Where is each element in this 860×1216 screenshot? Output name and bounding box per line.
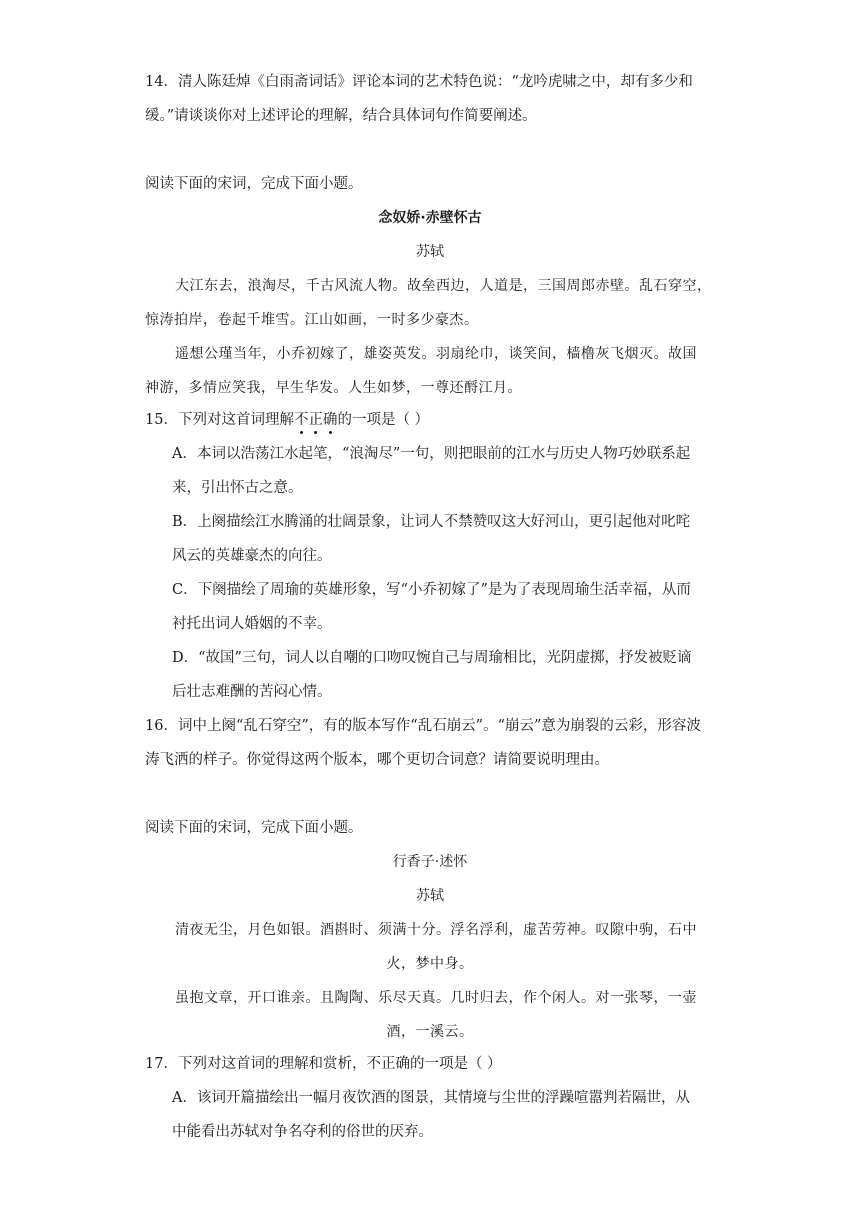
section2-stanza2-line1: 虽抱文章，开口谁亲。且陶陶、乐尽天真。几时归去，作个闲人。对一张琴，一壶 bbox=[175, 990, 697, 1006]
q15-stem bbox=[145, 410, 429, 430]
section1-stanza1-line1: 大江东去，浪淘尽，千古风流人物。故垒西边，人道是，三国周郎赤壁。乱石穿空， bbox=[175, 278, 712, 294]
q17-option-a-line2: 中能看出苏轼对争名夺利的俗世的厌弃。 bbox=[172, 1124, 433, 1140]
section2-author: 苏轼 bbox=[416, 888, 444, 904]
section1-intro: 阅读下面的宋词，完成下面小题。 bbox=[145, 176, 363, 192]
q17-stem: 17．下列对这首词的理解和赏析，不正确的一项是（ ） bbox=[145, 1056, 502, 1072]
section1-stanza2-line1: 遥想公瑾当年，小乔初嫁了，雄姿英发。羽扇纶巾，谈笑间，樯橹灰飞烟灭。故国 bbox=[175, 346, 697, 362]
q15-option-a-line1: A．本词以浩荡江水起笔，“浪淘尽”一句，则把眼前的江水与历史人物巧妙联系起 bbox=[172, 446, 691, 462]
section2-intro: 阅读下面的宋词，完成下面小题。 bbox=[145, 820, 363, 836]
q15-option-a-line2: 来，引出怀古之意。 bbox=[172, 480, 303, 496]
q16-line-2: 涛飞洒的样子。你觉得这两个版本，哪个更切合词意？请简要说明理由。 bbox=[145, 752, 609, 768]
q15-stem-prefix: 15．下列对这首词理解 bbox=[145, 412, 294, 428]
q15-option-b-line2: 风云的英雄豪杰的向往。 bbox=[172, 548, 332, 564]
section1-stanza2-line2: 神游，多情应笑我，早生华发。人生如梦，一尊还酹江月。 bbox=[145, 380, 522, 396]
section2-stanza1-line2: 火，梦中身。 bbox=[386, 956, 474, 972]
emphasis-dot-icon bbox=[314, 431, 317, 434]
section2-stanza2-line2: 酒，一溪云。 bbox=[386, 1024, 474, 1040]
q15-emphasis-char: 不 bbox=[294, 412, 309, 428]
q16-line-1: 16．词中上阕“乱石穿空”，有的版本写作“乱石崩云”。“崩云”意为崩裂的云彩，形容波 bbox=[145, 718, 701, 734]
q15-emphasis-char: 确 bbox=[323, 412, 338, 428]
q15-stem-suffix: 的一项是（ ） bbox=[337, 412, 430, 428]
section1-stanza1-line2: 惊涛拍岸，卷起千堆雪。江山如画，一时多少豪杰。 bbox=[145, 312, 479, 328]
q15-option-d-line1: D．“故国”三句，词人以自嘲的口吻叹惋自己与周瑜相比，光阴虚掷，抒发被贬谪 bbox=[172, 650, 692, 666]
q15-option-c-line2: 衬托出词人婚姻的不幸。 bbox=[172, 616, 332, 632]
section1-author: 苏轼 bbox=[416, 244, 444, 260]
q14-line-2: 缓。”请谈谈你对上述评论的理解，结合具体词句作简要阐述。 bbox=[145, 108, 537, 124]
q15-option-d-line2: 后壮志难酬的苦闷心情。 bbox=[172, 684, 332, 700]
q15-option-b-line1: B．上阕描绘江水腾涌的壮阔景象，让词人不禁赞叹这大好河山，更引起他对叱咤 bbox=[172, 514, 691, 530]
emphasis-dot-icon bbox=[329, 431, 332, 434]
emphasis-dot-icon bbox=[300, 431, 303, 434]
q17-option-a-line1: A．该词开篇描绘出一幅月夜饮酒的图景，其情境与尘世的浮躁喧嚣判若隔世，从 bbox=[172, 1090, 690, 1106]
q15-emphasis-char: 正 bbox=[308, 412, 323, 428]
q15-option-c-line1: C．下阕描绘了周瑜的英雄形象，写“小乔初嫁了”是为了表现周瑜生活幸福，从而 bbox=[172, 582, 691, 598]
section1-poem-title: 念奴娇·赤壁怀古 bbox=[378, 210, 482, 226]
section2-stanza1-line1: 清夜无尘，月色如银。酒斟时、须满十分。浮名浮利，虚苦劳神。叹隙中驹，石中 bbox=[175, 922, 697, 938]
q14-line-1: 14．清人陈廷焯《白雨斋词话》评论本词的艺术特色说：“龙吟虎啸之中，却有多少和 bbox=[145, 74, 693, 90]
section2-poem-title: 行香子·述怀 bbox=[392, 854, 468, 870]
